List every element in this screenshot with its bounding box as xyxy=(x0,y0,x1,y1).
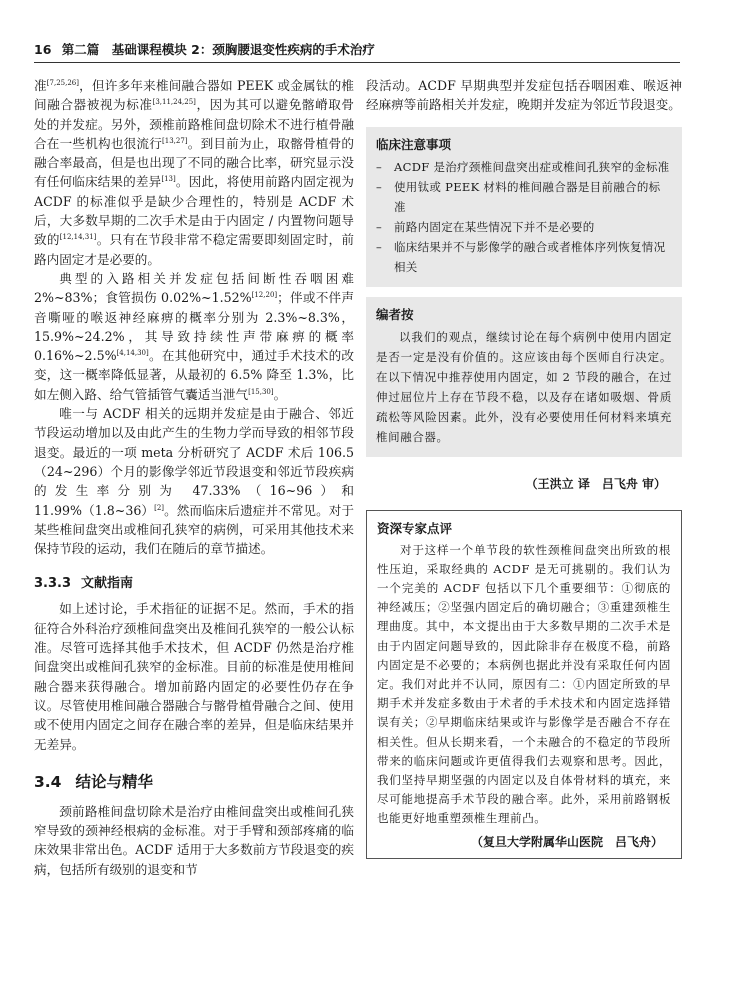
list-item: – 前路内固定在某些情况下并不是必要的 xyxy=(376,219,595,234)
list-item: – 使用钛或 PEEK 材料的椎间融合器是目前融合的标准 xyxy=(376,179,661,214)
clinical-notes-title: 临床注意事项 xyxy=(376,136,452,152)
header-rule xyxy=(34,62,680,63)
running-title: 第二篇 基础课程模块 2：颈胸腰退变性疾病的手术治疗 xyxy=(61,42,375,57)
paragraph-literature-guide: 如上述讨论，手术指征的证据不足。然而，手术的指征符合外科治疗颈椎间盘突出及椎间孔狭窄的一般公认标准。尽管可选择其他手术技术，但 ACDF 仍然是治疗椎间盘突出或椎间孔狭窄的金标准。目前的标准是使用椎间融合器来获得融合。增加前路内固定的必要性仍存在争议。尽管使用椎间融合器融合与髂骨植骨融合之间、使用或不使用内固定之间存在融合率的差异，但是临床结果并无差异。 xyxy=(34,601,354,752)
editor-note-title: 编者按 xyxy=(376,306,414,322)
paragraph-fusion-standard: 准[7,25,26]，但许多年来椎间融合器如 PEEK 或金属钛的椎间融合器被视为标准[3,11,24,25]，因为其可以避免髂嵴取骨处的并发症。另外，颈椎前路椎间盘切除术不进行植骨融合在一些机构也很流行[13,27]。到目前为止，取髂骨植骨的融合率最高，但是也出现了不同的融合比率，研究显示没有任何临床结果的差异[13]。因此，将使用前路内固定视为 ACDF 的标准似乎是缺少合理性的，特别是 ACDF 术后，大多数早期的二次手术是由于内固定 / 内置物问题导致的[12,14,31]。只有在节段非常不稳定需要即刻固定时，前路内固定才是必要的。 xyxy=(34,78,355,267)
expert-signature: （复旦大学附属华山医院 吕飞舟） xyxy=(470,834,663,849)
paragraph-adjacent-segment: 唯一与 ACDF 相关的远期并发症是由于融合、邻近节段运动增加以及由此产生的生物力学而导致的相邻节段退变。最近的一项 meta 分析研究了 ACDF 术后 106.5（24~296）个月的影像学邻近节段退变和邻近节段疾病的发生率分别为 47.33%（16~96）和 11.99%（1.8~36）[2]。然而临床后遗症并不常见。对于某些椎间盘突出或椎间孔狭窄的病例，可采用其他技术来保持节段的运动，我们在随后的章节描述。 xyxy=(34,406,354,557)
list-item: – 临床结果并不与影像学的融合或者椎体序列恢复情况相关 xyxy=(376,239,666,274)
page-number: 16 xyxy=(34,42,52,57)
paragraph-conclusion: 颈前路椎间盘切除术是治疗由椎间盘突出或椎间孔狭窄导致的颈神经根病的金标准。对于手臂和颈部疼痛的临床效果非常出色。ACDF 适用于大多数前方节段退变的疾病，包括所有级别的退变和节 xyxy=(34,803,354,877)
paragraph-approach-complications: 典型的入路相关并发症包括间断性吞咽困难 2%~83%；食管损伤 0.02%~1.52%[12,20]；伴或不伴声音嘶哑的喉返神经麻痹的概率分别为 2.3%~8.3%，15.9%~24.2%，其导致持续性声带麻痹的概率 0.16%~2.5%[4,14,30]。在其他研究中，通过手术技术的改变，这一概率降低显著，从最初的 6.5% 降至 1.3%，比如左侧入路、给气管插管气囊适当泄气[15,30]。 xyxy=(34,270,355,402)
expert-comment-text: 对于这样一个单节段的软性颈椎间盘突出所致的根性压迫，采取经典的 ACDF 是无可挑剔的。我们认为一个完美的 ACDF 包括以下几个重要细节：①彻底的神经减压；②坚强内固定后的确切融合；③重建颈椎生理曲度。其中，本文提出由于大多数早期的二次手术是由于内固定问题导致的，因此除非存在极度不稳，前路内固定是不必要的；本病例也据此并没有采取任何内固定。我们对此并不认同，原因有二：①内固定所致的早期手术并发症多数由于术者的手术技术和内固定选择错误有关；②早期临床结果或许与影像学是否融合不存在相关性。但从长期来看，一个未融合的不稳定的节段所带来的临床问题或许更值得我们去观察和思考。因此，我们坚持早期坚强的内固定以及自体骨材料的填充，来尽可能地提高手术节段的融合率。此外，采用前路钢板也能更好地重塑颈椎生理前凸。 xyxy=(377,542,671,826)
clinical-notes-list xyxy=(376,157,672,277)
citation: [12,14,31] xyxy=(59,233,97,242)
citation: [7,25,26] xyxy=(46,78,79,87)
translator-credit: （王洪立 译 吕飞舟 审） xyxy=(525,476,666,491)
citation: [13] xyxy=(161,175,176,184)
right-column xyxy=(366,76,682,859)
citation: [15,30] xyxy=(248,387,274,396)
list-item: – ACDF 是治疗颈椎间盘突出症或椎间孔狭窄的金标准 xyxy=(376,159,670,174)
left-column xyxy=(34,76,354,879)
editor-note-text: 以我们的观点，继续讨论在每个病例中使用内固定是否一定是没有价值的。这应该由每个医师自行决定。在以下情况中推荐使用内固定，如 2 节段的融合，在过伸过屈位片上存在节段不稳，以及存在诸如吸烟、骨质疏松等风险因素。此外，没有必要使用任何材料来填充椎间融合器。 xyxy=(376,329,672,444)
citation: [12,20] xyxy=(251,291,278,300)
citation: [13,27] xyxy=(162,136,188,145)
section-heading-3-3-3: 3.3.3 文献指南 xyxy=(34,576,134,592)
paragraph-conclusion-continued: 段活动。ACDF 早期典型并发症包括吞咽困难、喉返神经麻痹等前路相关并发症，晚期并发症为邻近节段退变。 xyxy=(366,78,682,113)
citation: [2] xyxy=(154,503,165,512)
citation: [4,14,30] xyxy=(116,348,149,357)
expert-comment-title: 资深专家点评 xyxy=(377,520,453,536)
running-header xyxy=(34,40,680,62)
editor-note-box xyxy=(366,297,682,457)
citation: [3,11,24,25] xyxy=(152,98,196,107)
section-heading-3-4: 3.4 结论与精华 xyxy=(34,772,153,791)
clinical-notes-box xyxy=(366,127,682,287)
expert-comment-box xyxy=(366,510,682,859)
